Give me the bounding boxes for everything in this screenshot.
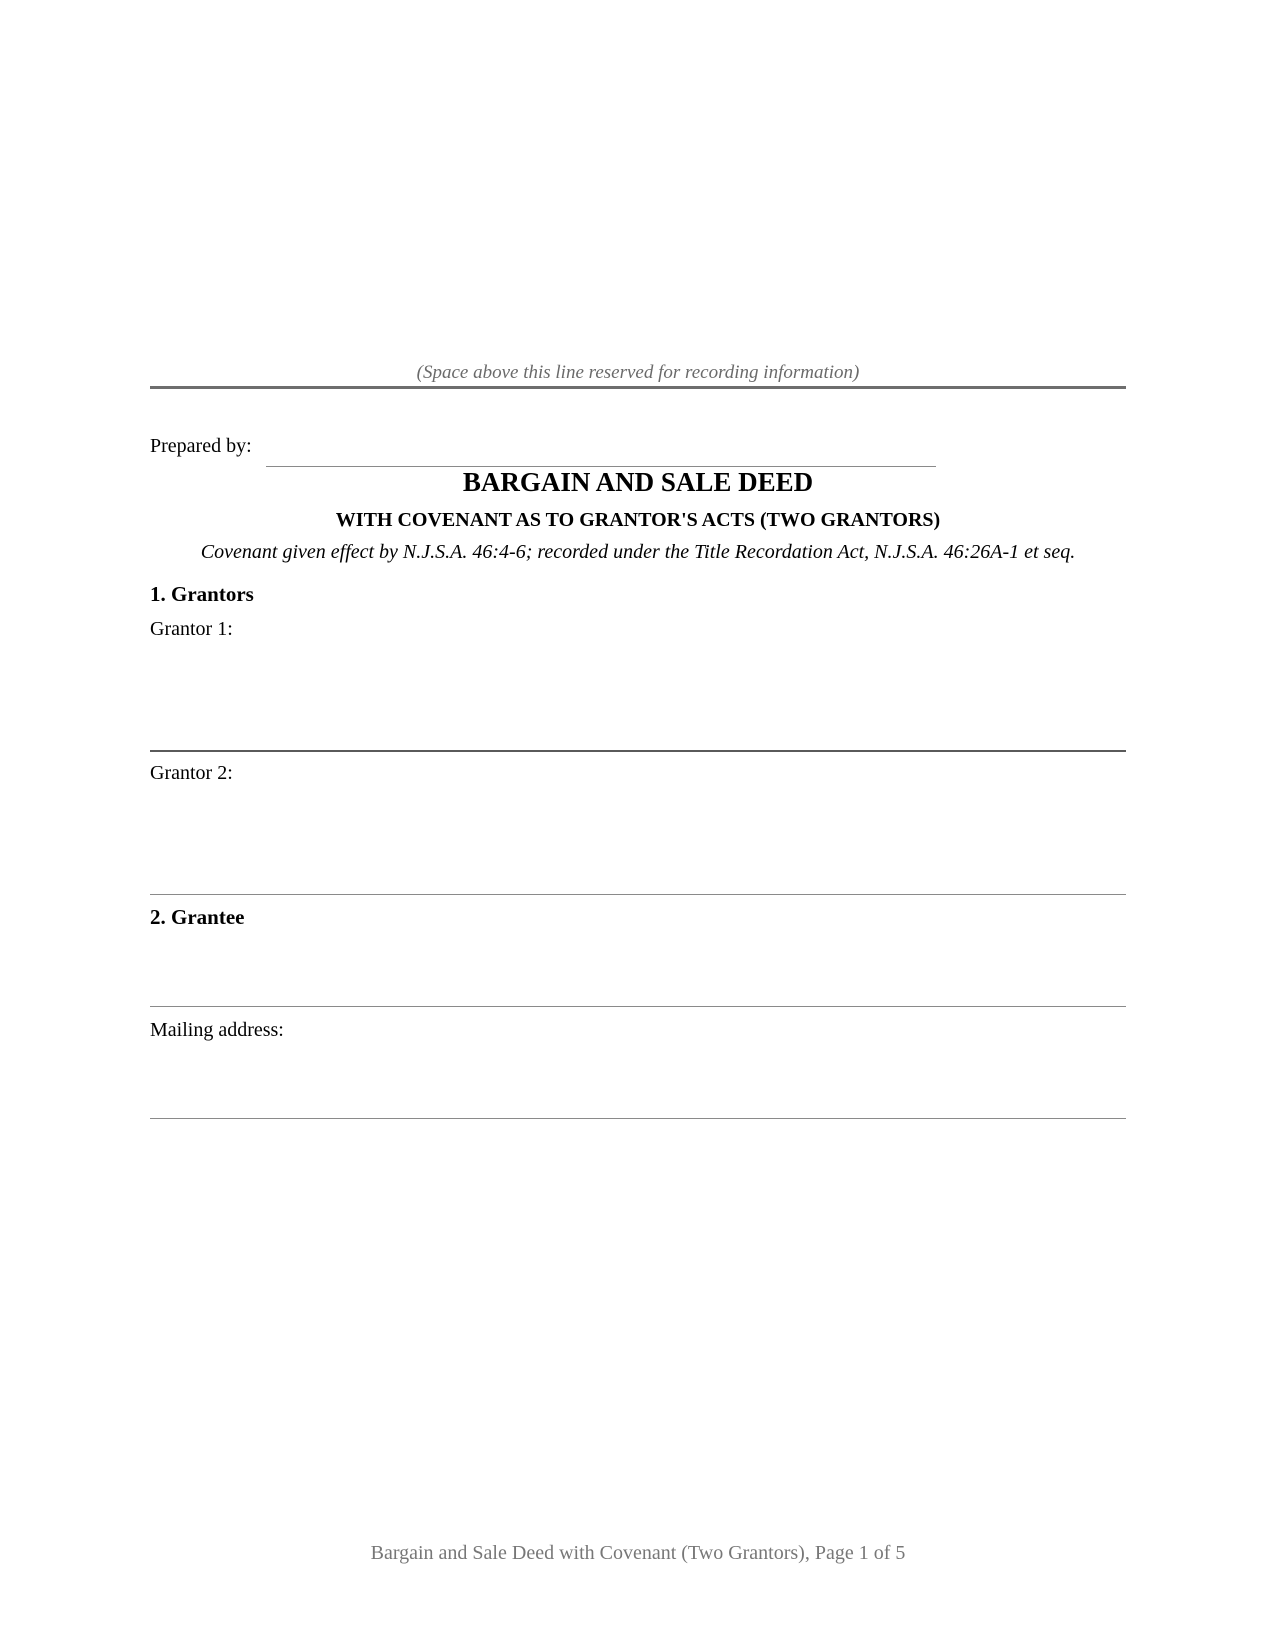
recording-divider — [150, 386, 1126, 389]
section-heading-grantee: 2. Grantee — [150, 905, 245, 929]
grantee-name-field[interactable] — [150, 1006, 1126, 1007]
grantor-1-label: Grantor 1: — [150, 618, 233, 640]
page-footer: Bargain and Sale Deed with Covenant (Two Grantors), Page 1 of 5 — [370, 1542, 906, 1564]
document-title: BARGAIN AND SALE DEED — [462, 467, 814, 497]
mailing-address-field[interactable] — [150, 1118, 1126, 1119]
section-heading-grantors: 1. Grantors — [150, 582, 254, 606]
grantor-2-label: Grantor 2: — [150, 762, 233, 784]
mailing-address-label: Mailing address: — [150, 1019, 284, 1041]
recording-space-note: (Space above this line reserved for recording information) — [416, 362, 860, 383]
document-subtitle: WITH COVENANT AS TO GRANTOR'S ACTS (TWO GRANTORS) — [335, 509, 941, 531]
grantor-2-field[interactable] — [150, 894, 1126, 895]
prepared-by-label: Prepared by: — [150, 435, 252, 457]
statute-note: Covenant given effect by N.J.S.A. 46:4-6; recorded under the Title Recordation Act, N.J.S.A. 46:26A-1 et seq. — [200, 541, 1076, 563]
grantor-1-field[interactable] — [150, 750, 1126, 752]
